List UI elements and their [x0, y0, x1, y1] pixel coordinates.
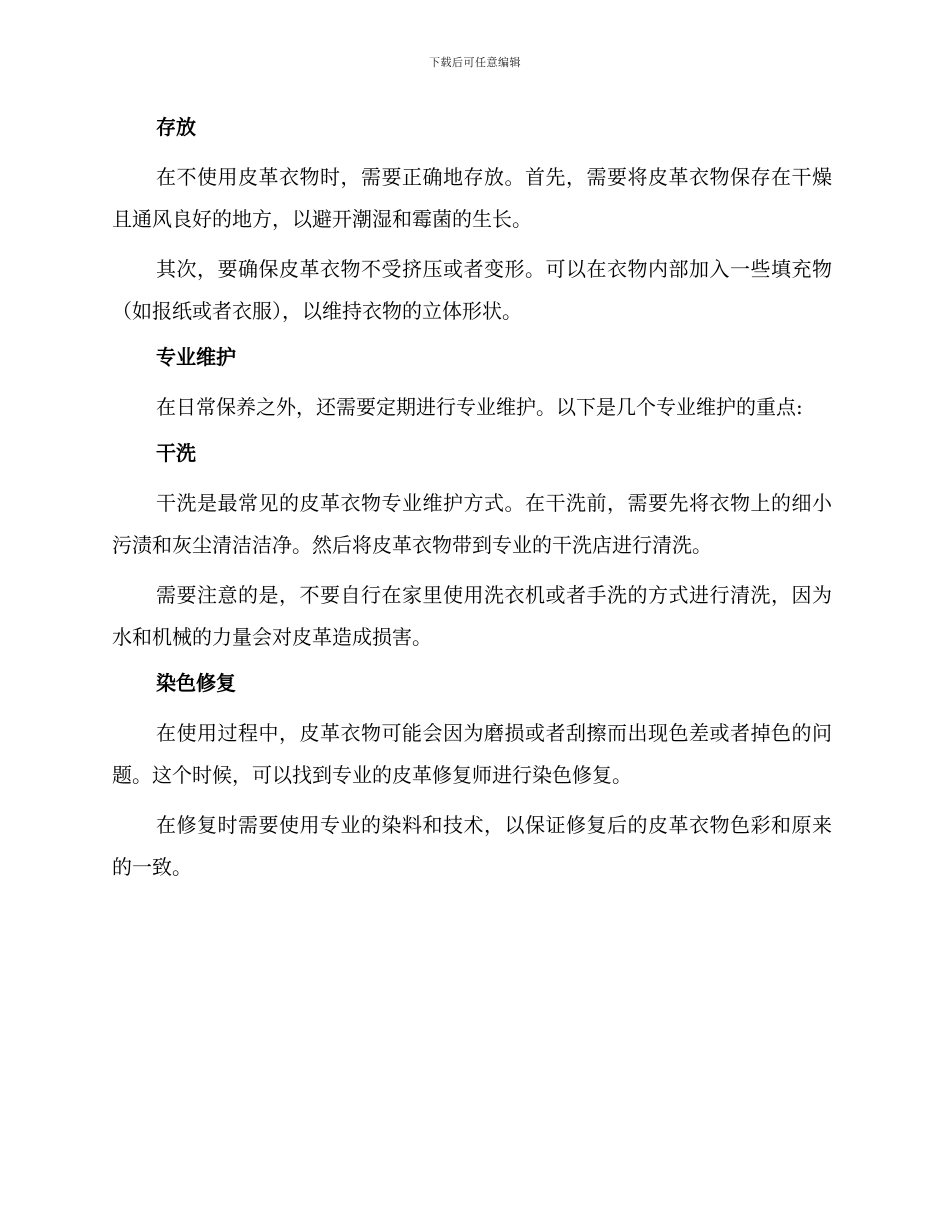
paragraph: 需要注意的是，不要自行在家里使用洗衣机或者手洗的方式进行清洗，因为水和机械的力量会对皮革造成损害。 — [112, 583, 832, 649]
page-header: 下载后可任意编辑 — [429, 56, 521, 69]
section-heading: 干洗 — [156, 441, 196, 465]
paragraph: 在使用过程中，皮革衣物可能会因为磨损或者刮擦而出现色差或者掉色的问题。这个时候，可以找到专业的皮革修复师进行染色修复。 — [112, 721, 832, 787]
section-heading: 专业维护 — [156, 345, 236, 369]
paragraph: 干洗是最常见的皮革衣物专业维护方式。在干洗前，需要先将衣物上的细小污渍和灰尘清洁洁净。然后将皮革衣物带到专业的干洗店进行清洗。 — [112, 491, 832, 557]
section-professional-maintenance — [112, 340, 832, 428]
section-dry-cleaning — [112, 436, 832, 658]
paragraph: 在修复时需要使用专业的染料和技术，以保证修复后的皮革衣物色彩和原来的一致。 — [112, 813, 832, 879]
paragraph: 其次，要确保皮革衣物不受挤压或者变形。可以在衣物内部加入一些填充物（如报纸或者衣服），以维持衣物的立体形状。 — [112, 257, 832, 323]
section-heading: 存放 — [156, 115, 196, 139]
section-heading: 染色修复 — [156, 671, 236, 695]
document-body — [112, 110, 832, 896]
paragraph: 在不使用皮革衣物时，需要正确地存放。首先，需要将皮革衣物保存在干燥且通风良好的地方，以避开潮湿和霉菌的生长。 — [112, 165, 832, 231]
section-dye-repair — [112, 666, 832, 888]
section-storage — [112, 110, 832, 332]
paragraph: 在日常保养之外，还需要定期进行专业维护。以下是几个专业维护的重点: — [156, 395, 803, 419]
